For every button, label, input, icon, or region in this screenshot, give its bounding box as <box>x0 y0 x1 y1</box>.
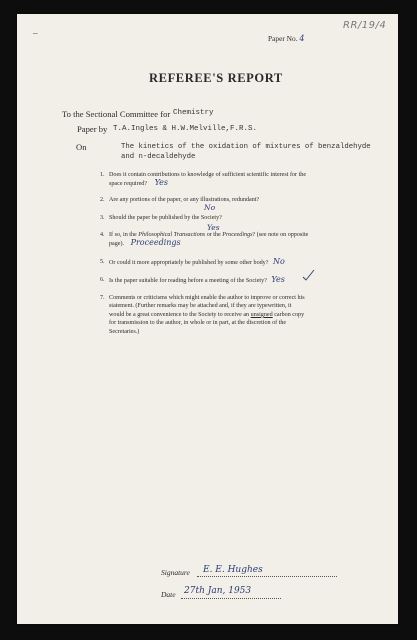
paper-by-label: Paper by <box>77 124 108 134</box>
question-1: 1. Does it contain contributions to knowledge of sufficient scientific interest for the space required? Yes <box>100 172 307 188</box>
topic-line-2: and n-decaldehyde <box>121 153 196 161</box>
question-3: 3. Should the paper be published by the Society? <box>100 215 222 221</box>
paper-no-label: Paper No. <box>268 34 298 43</box>
committee-value: Chemistry <box>173 109 214 117</box>
question-2: 2. Are any portions of the paper, or any illustrations, redundant? <box>100 197 260 203</box>
answer-2: No <box>204 203 216 212</box>
referee-report-sheet <box>17 14 398 624</box>
signature-value: E. E. Hughes <box>203 565 263 575</box>
question-5: 5. Or could it more appropriately be published by some other body? No <box>100 257 285 266</box>
question-6: 6. Is the paper suitable for reading before a meeting of the Society? Yes <box>100 275 285 284</box>
unsigned-word: unsigned <box>250 311 273 318</box>
question-7: 7. Comments or criticisms which might enable the author to improve or correct his statement. (Further remarks may be attached and, if they are typewritten, it would be a great convenience to the Society to receive an unsigned carbon copy for transmission to the author, in whole or in part, at the discretion of the Secretaries.) <box>100 295 305 335</box>
answer-6: Yes <box>271 275 285 284</box>
report-title: REFEREE'S REPORT <box>149 71 283 85</box>
paper-no-value: 4 <box>299 34 305 43</box>
date-line <box>181 598 281 599</box>
question-4: 4. If so, in the Philosophical Transactions or the Proceedings? (see note on opposite page). Proceedings <box>100 232 309 248</box>
answer-4: Proceedings <box>130 238 181 248</box>
corner-reference: RR/19/4 <box>343 20 387 31</box>
topic-line-1: The kinetics of the oxidation of mixtures of benzaldehyde <box>121 143 371 151</box>
check-mark-icon <box>302 268 316 282</box>
answer-3: Yes <box>207 223 220 232</box>
committee-label: To the Sectional Committee for <box>62 109 171 119</box>
paper-by-value: T.A.Ingles & H.W.Melville,F.R.S. <box>113 125 258 133</box>
date-label: Date <box>161 590 176 599</box>
answer-1: Yes <box>154 178 169 188</box>
answer-5: No <box>272 257 285 266</box>
on-label: On <box>76 142 87 152</box>
signature-line <box>197 576 337 577</box>
paper-no <box>268 34 305 44</box>
date-value: 27th Jan, 1953 <box>184 586 252 596</box>
signature-label: Signature <box>161 568 190 577</box>
hole-mark-icon: ‒ <box>33 28 38 38</box>
